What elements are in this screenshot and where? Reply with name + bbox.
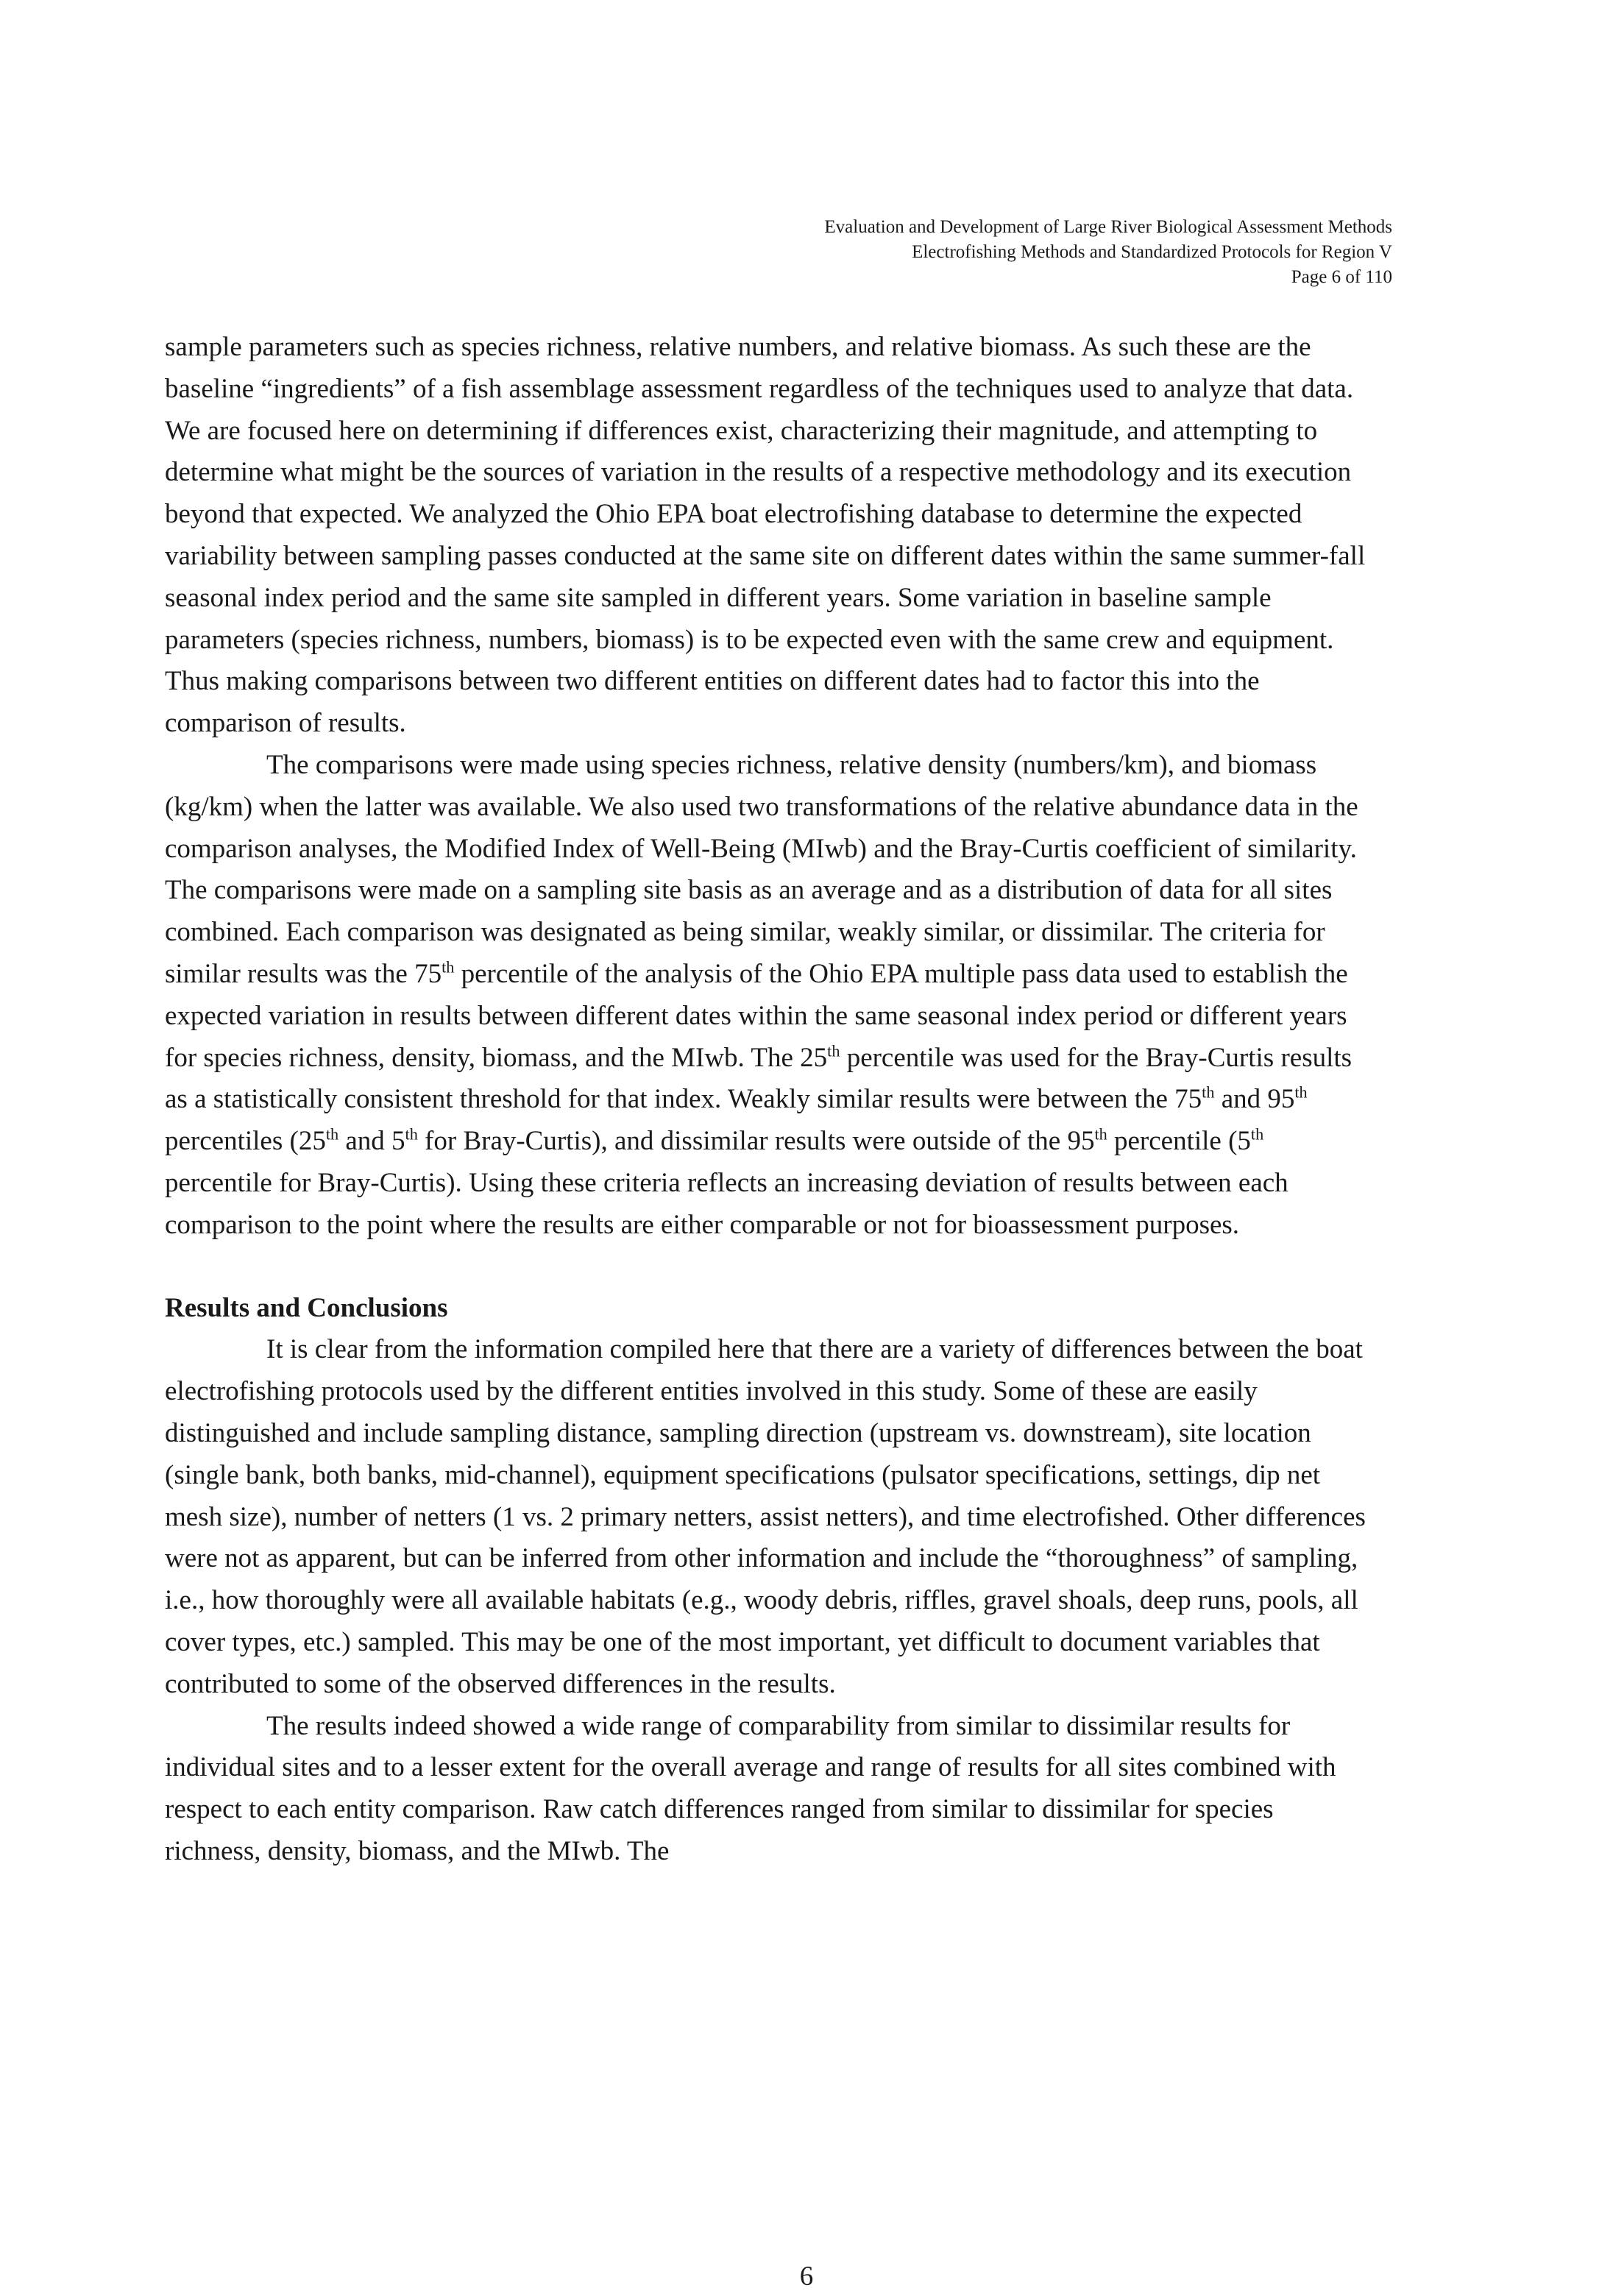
text-run: The comparisons were made using species richness, relative density (numbers/km), and biomass (kg/km) when the latter was available. We also used two transformations of the relative abundance data in the comparison analyses, the Modified Index of Well-Being (MIwb) and the Bray-Curtis coefficient of similarity. The comparisons were made on a sampling site basis as an average and as a distribution of data for all sites combined. Each comparison was designated as being similar, weakly similar, or dissimilar. The criteria for similar results was the 75 xyxy=(165,749,1358,989)
ordinal-suffix: th xyxy=(1094,1124,1107,1144)
ordinal-suffix: th xyxy=(1294,1083,1308,1102)
paragraph-protocol-differences: It is clear from the information compiled here that there are a variety of differences between the boat electrofishing protocols used by the different entities involved in this study. Some of these are easily distinguished and include sampling distance, sampling direction (upstream vs. downstream), site location (single bank, both banks, mid-channel), equipment specifications (pulsator specifications, settings, dip net mesh size), number of netters (1 vs. 2 primary netters, assist netters), and time electrofished. Other differences were not as apparent, but can be inferred from other information and include the “thoroughness” of sampling, i.e., how thoroughly were all available habitats (e.g., woody debris, riffles, gravel shoals, deep runs, pools, all cover types, etc.) sampled. This may be one of the most important, yet difficult to document variables that contributed to some of the observed differences in the results. xyxy=(165,1334,1366,1699)
header-title-line: Evaluation and Development of Large River Biological Assessment Methods xyxy=(824,217,1392,237)
running-header xyxy=(824,215,1392,290)
ordinal-suffix: th xyxy=(827,1041,840,1060)
document-body xyxy=(165,327,1375,1873)
section-heading-results: Results and Conclusions xyxy=(165,1292,448,1323)
text-run: and 5 xyxy=(338,1126,405,1157)
text-run: percentiles (25 xyxy=(165,1126,326,1157)
text-run: percentile (5 xyxy=(1107,1126,1251,1157)
paragraph-comparison-methods xyxy=(165,745,1375,1247)
header-page-count: Page 6 of 110 xyxy=(1291,267,1392,287)
paragraph-comparability-results: The results indeed showed a wide range of comparability from similar to dissimilar results for individual sites and to a lesser extent for the overall average and range of results for all sites combined with respect to each entity comparison. Raw catch differences ranged from similar to dissimilar for species richness, density, biomass, and the MIwb. The xyxy=(165,1710,1336,1866)
ordinal-suffix: th xyxy=(1250,1124,1264,1144)
paragraph-baseline-parameters: sample parameters such as species richness, relative numbers, and relative biomass. As such these are the baseline “ingredients” of a fish assemblage assessment regardless of the techniques used to analyze that data. We are focused here on determining if differences exist, characterizing their magnitude, and attempting to determine what might be the sources of variation in the results of a respective methodology and its execution beyond that expected. We analyzed the Ohio EPA boat electrofishing database to determine the expected variability between sampling passes conducted at the same site on different dates within the same summer-fall seasonal index period and the same site sampled in different years. Some variation in baseline sample parameters (species richness, numbers, biomass) is to be expected even with the same crew and equipment. Thus making comparisons between two different entities on different dates had to factor this into the comparison of results. xyxy=(165,332,1366,739)
ordinal-suffix: th xyxy=(325,1124,339,1144)
text-run: for Bray-Curtis), and dissimilar results were outside of the 95 xyxy=(417,1126,1095,1157)
header-subtitle-line: Electrofishing Methods and Standardized Protocols for Region V xyxy=(912,242,1392,262)
text-run: percentile for Bray-Curtis). Using these criteria reflects an increasing deviation of results between each comparison to the point where the results are either comparable or not for bioassessment purposes. xyxy=(165,1167,1288,1240)
ordinal-suffix: th xyxy=(442,957,455,977)
ordinal-suffix: th xyxy=(1202,1083,1215,1102)
ordinal-suffix: th xyxy=(405,1124,418,1144)
text-run: and 95 xyxy=(1214,1084,1295,1115)
text-run: percentile was used for the Bray-Curtis results as a statistically consistent threshold for that index. Weakly similar results were between the 75 xyxy=(165,1042,1353,1115)
text-run: percentile of the analysis of the Ohio EPA multiple pass data used to establish the expected variation in results between different dates within the same seasonal index period or different years for species richness, density, biomass, and the MIwb. The 25 xyxy=(165,958,1348,1073)
page-number: 6 xyxy=(799,2261,814,2292)
